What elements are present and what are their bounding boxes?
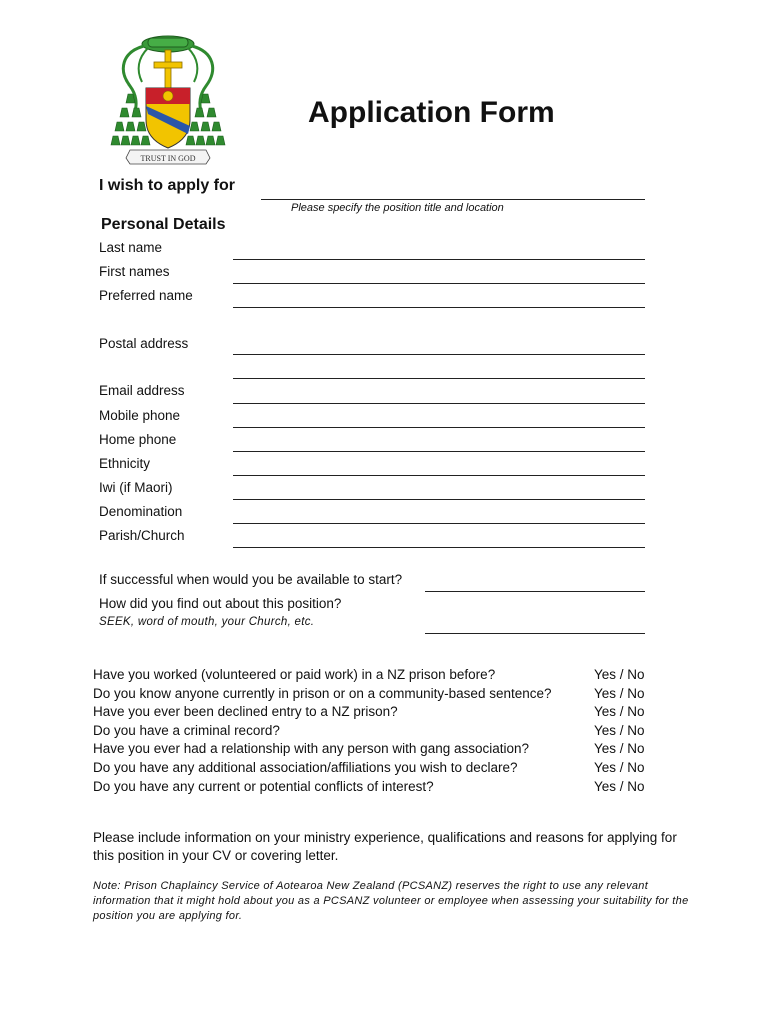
denomination-field[interactable] — [233, 523, 645, 524]
postal-address-field-line-2[interactable] — [233, 378, 645, 379]
first-names-label: First names — [99, 264, 170, 279]
privacy-note: Note: Prison Chaplaincy Service of Aotearoa New Zealand (PCSANZ) reserves the right to use any relevant information that it might hold about you as a PCSANZ volunteer or employee when assessing your suitability for the position you are applying for. — [93, 880, 689, 922]
question-prison-work-yes-no[interactable]: Yes / No — [594, 667, 645, 682]
crest-motto: TRUST IN GOD — [140, 154, 196, 163]
question-gang-association: Have you ever had a relationship with any person with gang association? — [93, 741, 530, 756]
preferred-name-label: Preferred name — [99, 288, 193, 303]
start-availability-field[interactable] — [425, 591, 645, 592]
question-know-prisoner-yes-no[interactable]: Yes / No — [594, 686, 645, 701]
ethnicity-label: Ethnicity — [99, 456, 151, 471]
postal-address-label: Postal address — [99, 336, 189, 351]
postal-address-field-line-1[interactable] — [233, 354, 645, 355]
parish-church-label: Parish/Church — [99, 528, 185, 543]
question-conflicts-yes-no[interactable]: Yes / No — [594, 779, 645, 794]
last-name-field[interactable] — [233, 259, 645, 260]
parish-church-field[interactable] — [233, 547, 645, 548]
question-gang-association-yes-no[interactable]: Yes / No — [594, 741, 645, 756]
home-phone-label: Home phone — [99, 432, 177, 447]
home-phone-field[interactable] — [233, 451, 645, 452]
question-criminal-record: Do you have a criminal record? — [93, 723, 280, 738]
found-position-hint: SEEK, word of mouth, your Church, etc. — [99, 616, 315, 628]
first-names-field[interactable] — [233, 283, 645, 284]
cv-instructions: Please include information on your ministry experience, qualifications and reasons for applying for this position in your CV or covering letter. — [93, 830, 677, 863]
preferred-name-field[interactable] — [233, 307, 645, 308]
start-availability-label: If successful when would you be available to start? — [99, 572, 403, 587]
apply-hint: Please specify the position title and location — [291, 202, 504, 214]
question-affiliations-yes-no[interactable]: Yes / No — [594, 760, 645, 775]
last-name-label: Last name — [99, 240, 163, 255]
email-address-field[interactable] — [233, 403, 645, 404]
iwi-field[interactable] — [233, 499, 645, 500]
apply-position-field[interactable] — [261, 199, 645, 200]
question-declined-entry-yes-no[interactable]: Yes / No — [594, 704, 645, 719]
mobile-phone-field[interactable] — [233, 427, 645, 428]
question-affiliations: Do you have any additional association/affiliations you wish to declare? — [93, 760, 518, 775]
question-declined-entry: Have you ever been declined entry to a NZ prison? — [93, 704, 398, 719]
question-prison-work: Have you worked (volunteered or paid work) in a NZ prison before? — [93, 667, 496, 682]
apply-label: I wish to apply for — [99, 177, 236, 194]
ethnicity-field[interactable] — [233, 475, 645, 476]
personal-details-heading: Personal Details — [101, 216, 226, 233]
iwi-label: Iwi (if Maori) — [99, 480, 173, 495]
question-conflicts: Do you have any current or potential conflicts of interest? — [93, 779, 434, 794]
page-title: Application Form — [308, 96, 555, 129]
found-position-label: How did you find out about this position? — [99, 596, 342, 611]
denomination-label: Denomination — [99, 504, 183, 519]
mobile-phone-label: Mobile phone — [99, 408, 181, 423]
email-address-label: Email address — [99, 383, 185, 398]
question-know-prisoner: Do you know anyone currently in prison or on a community-based sentence? — [93, 686, 552, 701]
question-criminal-record-yes-no[interactable]: Yes / No — [594, 723, 645, 738]
found-position-field[interactable] — [425, 633, 645, 634]
crest-logo — [108, 34, 228, 170]
